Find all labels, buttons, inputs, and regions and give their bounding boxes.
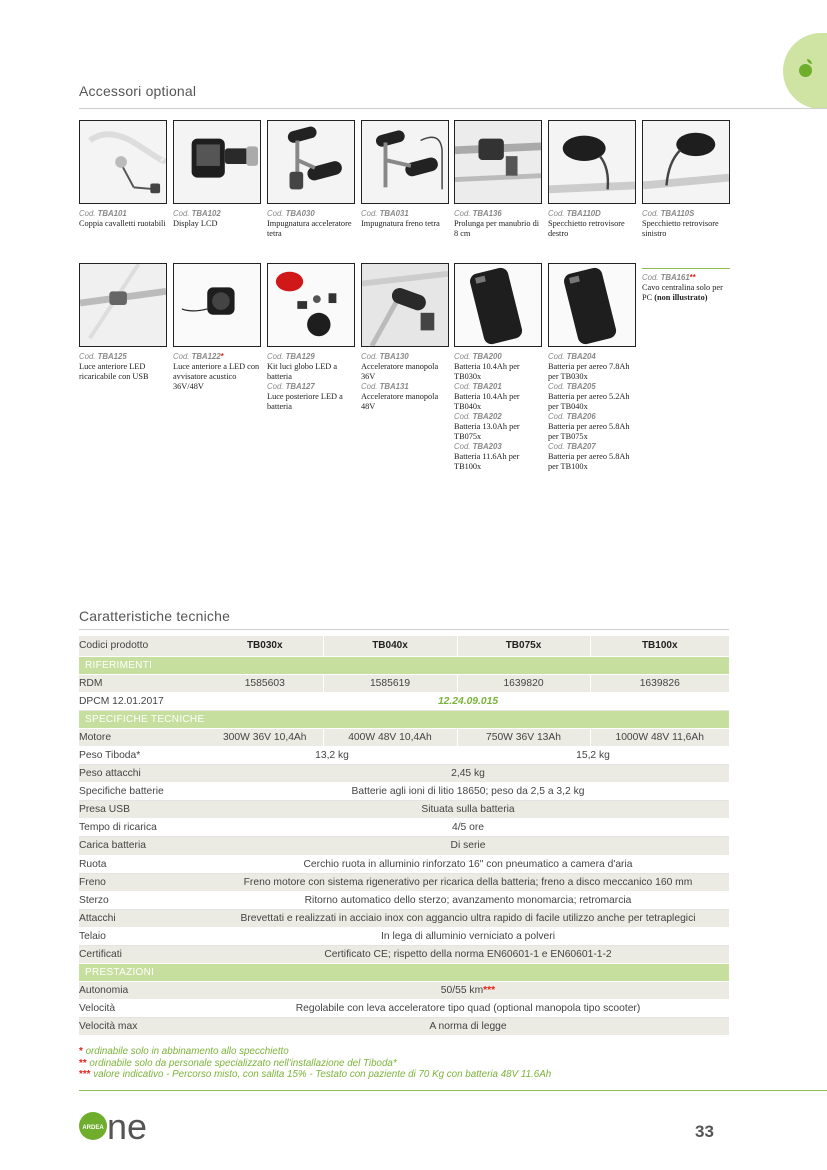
table-row: [79, 692, 729, 710]
model-header: TB040x: [323, 636, 457, 656]
specs-rule: [79, 629, 729, 630]
row-label: Freno: [79, 873, 207, 891]
cell-value: 300W 36V 10,4Ah: [207, 728, 323, 746]
accessory-desc: Batteria 11.6Ah per TB100x: [454, 452, 520, 471]
accessory-desc: Acceleratore manopola 36V: [361, 362, 439, 381]
cell-value: 15,2 kg: [457, 746, 729, 764]
table-row: [79, 783, 729, 801]
accessory-code: Cod. TBA110D: [548, 209, 601, 218]
accessory-code: Cod. TBA202: [454, 412, 502, 421]
model-header: TB075x: [457, 636, 590, 656]
cell-value: In lega di alluminio verniciato a polveri: [207, 927, 729, 945]
cell-value: 750W 36V 13Ah: [457, 728, 590, 746]
accessories-rule: [79, 108, 827, 109]
accessory-image-twist-throttle: [361, 263, 449, 347]
accessory-desc: Coppia cavalletti ruotabili: [79, 219, 166, 228]
row-label: Telaio: [79, 927, 207, 945]
accessory-code: Cod. TBA030: [267, 209, 315, 218]
table-row: [79, 909, 729, 927]
accessory-desc: Cavo centralina solo per PC (non illustrato): [642, 283, 723, 302]
accessory-image-grip-throttle: [267, 120, 355, 204]
table-row: [79, 819, 729, 837]
model-header: TB100x: [590, 636, 729, 656]
cell-value: Cerchio ruota in alluminio rinforzato 16" con pneumatico a camera d'aria: [207, 855, 729, 873]
accessory-code: Cod. TBA102: [173, 209, 221, 218]
accessory-desc: Batteria 10.4Ah per TB040x: [454, 392, 520, 411]
cell-value: 13,2 kg: [207, 746, 457, 764]
table-row: [79, 837, 729, 855]
accessory-image-extension: [454, 120, 542, 204]
row-label: Velocità max: [79, 1018, 207, 1036]
cell-value: 4/5 ore: [207, 819, 729, 837]
accessory-code: Cod. TBA206: [548, 412, 596, 421]
cell-value: 1585603: [207, 674, 323, 692]
table-row: [79, 674, 729, 692]
accessory-code: Cod. TBA122*: [173, 352, 224, 361]
row-label: RDM: [79, 674, 207, 692]
accessory-desc: Display LCD: [173, 219, 218, 228]
table-row: [79, 891, 729, 909]
accessory-item: [173, 263, 261, 392]
table-row: [79, 855, 729, 873]
accessory-desc: Batteria 10.4Ah per TB030x: [454, 362, 520, 381]
row-label: Presa USB: [79, 801, 207, 819]
accessory-code: Cod. TBA129: [267, 352, 315, 361]
accessory-desc: Prolunga per manubrio di 8 cm: [454, 219, 540, 238]
row-label: Peso Tiboda*: [79, 746, 207, 764]
row-label: Attacchi: [79, 909, 207, 927]
section-label: PRESTAZIONI: [79, 964, 729, 982]
logo-badge-text: ARDEA: [82, 1125, 104, 1131]
accessory-image-mirror-right: [548, 120, 636, 204]
accessory-desc: Impugnatura acceleratore tetra: [267, 219, 352, 238]
accessory-code: Cod. TBA101: [79, 209, 127, 218]
section-row: [79, 656, 729, 674]
accessory-code: Cod. TBA131: [361, 382, 409, 391]
cell-value: 50/55 km***: [207, 982, 729, 1000]
row-label: Ruota: [79, 855, 207, 873]
section-row: [79, 710, 729, 728]
section-row: [79, 964, 729, 982]
cell-value: Situata sulla batteria: [207, 801, 729, 819]
accessory-code: Cod. TBA136: [454, 209, 502, 218]
table-row: [79, 801, 729, 819]
accessory-desc: Luce anteriore a LED con avvisatore acustico 36V/48V: [173, 362, 260, 391]
cell-value: Batterie agli ioni di litio 18650; peso da 2,5 a 3,2 kg: [207, 783, 729, 801]
table-row: [79, 873, 729, 891]
accessory-image-lcd: [173, 120, 261, 204]
table-row: [79, 1000, 729, 1018]
row-label: Motore: [79, 728, 207, 746]
brand-logo: [79, 1107, 179, 1147]
accessory-item: [361, 120, 449, 229]
accessory-code: Cod. TBA125: [79, 352, 127, 361]
specs-table: [79, 636, 729, 1036]
row-label: Certificati: [79, 946, 207, 964]
accessory-item: [548, 263, 636, 472]
table-row: [79, 982, 729, 1000]
row-label: DPCM 12.01.2017: [79, 692, 207, 710]
cell-value: 1000W 48V 11,6Ah: [590, 728, 729, 746]
cell-value: Brevettati e realizzati in acciaio inox con aggancio ultra rapido di facile utilizzo anche per tetraplegici: [207, 909, 729, 927]
accessory-item: [267, 263, 355, 412]
table-row: [79, 1018, 729, 1036]
accessory-image-grip-brake: [361, 120, 449, 204]
accessory-desc: Specchietto retrovisore sinistro: [642, 219, 719, 238]
accessory-code: Cod. TBA200: [454, 352, 502, 361]
cell-value: 1639826: [590, 674, 729, 692]
accessory-item: [454, 263, 542, 472]
accessory-image-kickstand: [79, 120, 167, 204]
cell-value: 2,45 kg: [207, 765, 729, 783]
footnote: *** valore indicativo - Percorso misto, con salita 15% - Testato con paziente di 70 Kg con batteria 48V 11.6Ah: [79, 1069, 552, 1080]
accessory-code: Cod. TBA130: [361, 352, 409, 361]
accessories-title: Accessori optional: [79, 83, 197, 99]
page-number: 33: [695, 1122, 714, 1141]
accessory-item: [79, 120, 167, 229]
row-label: Specifiche batterie: [79, 783, 207, 801]
row-label: Sterzo: [79, 891, 207, 909]
accessory-code: Cod. TBA161**: [642, 273, 696, 282]
accessory-desc: Batteria 13.0Ah per TB075x: [454, 422, 520, 441]
accessory-image-mirror-left: [642, 120, 730, 204]
section-label: RIFERIMENTI: [79, 656, 729, 674]
accessory-code: Cod. TBA207: [548, 442, 596, 451]
accessory-desc: Impugnatura freno tetra: [361, 219, 440, 228]
accessory-item: [642, 120, 730, 239]
accessory-code: Cod. TBA204: [548, 352, 596, 361]
footnotes: [79, 1046, 551, 1081]
accessory-image-front-light: [79, 263, 167, 347]
table-row: [79, 765, 729, 783]
accessory-code: Cod. TBA110S: [642, 209, 695, 218]
accessory-image-travel-battery: [548, 263, 636, 347]
accessory-desc: Batteria per aereo 5.8Ah per TB075x: [548, 422, 630, 441]
accessory-desc: Acceleratore manopola 48V: [361, 392, 439, 411]
accessory-code: Cod. TBA201: [454, 382, 502, 391]
accessory-desc: Batteria per aereo 5.2Ah per TB040x: [548, 392, 630, 411]
cell-value: 400W 48V 10,4Ah: [323, 728, 457, 746]
accessory-desc: Specchietto retrovisore destro: [548, 219, 625, 238]
accessory-desc: Kit luci globo LED a batteria: [267, 362, 338, 381]
cell-value: Ritorno automatico dello sterzo; avanzamento monomarcia; retromarcia: [207, 891, 729, 909]
section-label: SPECIFICHE TECNICHE: [79, 710, 729, 728]
accessory-code: Cod. TBA031: [361, 209, 409, 218]
footnote: * ordinabile solo in abbinamento allo specchietto: [79, 1046, 289, 1057]
footnote: ** ordinabile solo da personale specializzato nell'installazione del Tiboda*: [79, 1057, 397, 1069]
accessory-desc: Luce posteriore LED a batteria: [267, 392, 343, 411]
cell-value: Freno motore con sistema rigenerativo per ricarica della batteria; freno a disco meccanico 160 mm: [207, 873, 729, 891]
corner-tab: [783, 33, 827, 109]
accessory-item: [548, 120, 636, 239]
table-row: [79, 946, 729, 964]
row-label: Peso attacchi: [79, 765, 207, 783]
accessory-image-light-kit: [267, 263, 355, 347]
accessory-item: [361, 263, 449, 412]
accessory-image-front-light-horn: [173, 263, 261, 347]
accessory-item: [79, 263, 167, 382]
cell-value: 1585619: [323, 674, 457, 692]
row-label: Codici prodotto: [79, 636, 207, 656]
model-header: TB030x: [207, 636, 323, 656]
accessory-desc: Batteria per aereo 7.8Ah per TB030x: [548, 362, 630, 381]
cell-value: Di serie: [207, 837, 729, 855]
accessory-note: [642, 268, 730, 303]
accessory-code: Cod. TBA205: [548, 382, 596, 391]
table-row: [79, 927, 729, 945]
accessory-desc: Batteria per aereo 5.8Ah per TB100x: [548, 452, 630, 471]
accessory-item: [454, 120, 542, 239]
accessory-code: Cod. TBA127: [267, 382, 315, 391]
accessory-image-battery: [454, 263, 542, 347]
cell-value: Regolabile con leva acceleratore tipo quad (optional manopola tipo scooter): [207, 1000, 729, 1018]
accessory-desc: Luce anteriore LED ricaricabile con USB: [79, 362, 149, 381]
accessory-item: [173, 120, 261, 229]
accessory-code: Cod. TBA203: [454, 442, 502, 451]
leaf-icon: [799, 64, 812, 77]
cell-value: 1639820: [457, 674, 590, 692]
cell-value: Certificato CE; rispetto della norma EN60601-1 e EN60601-1-2: [207, 946, 729, 964]
accessory-item: [267, 120, 355, 239]
logo-word: ne: [107, 1107, 148, 1147]
table-row: [79, 636, 729, 656]
row-label: Carica batteria: [79, 837, 207, 855]
row-label: Autonomia: [79, 982, 207, 1000]
row-label: Tempo di ricarica: [79, 819, 207, 837]
specs-title: Caratteristiche tecniche: [79, 608, 231, 624]
row-label: Velocità: [79, 1000, 207, 1018]
footer-rule: [79, 1090, 827, 1091]
table-row: [79, 746, 729, 764]
table-row: [79, 728, 729, 746]
cell-value: A norma di legge: [207, 1018, 729, 1036]
cell-value: 12.24.09.015: [207, 692, 729, 710]
